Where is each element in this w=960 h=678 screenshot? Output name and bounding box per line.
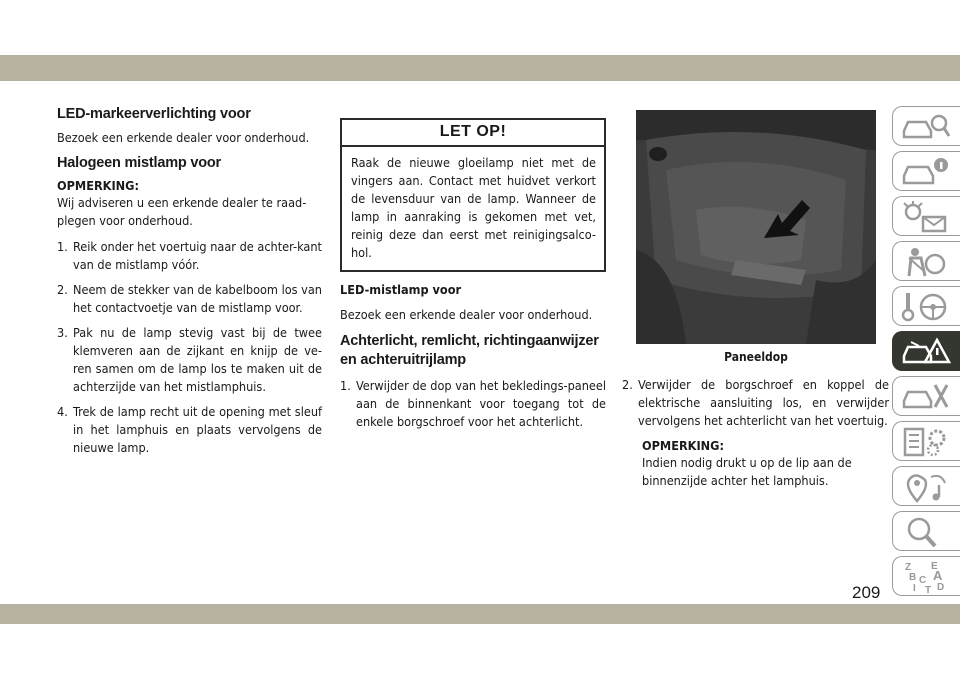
heading-led-marker: LED-markeerverlichting voor bbox=[57, 106, 251, 122]
tab-warning-lights[interactable] bbox=[892, 196, 960, 236]
middle-column bbox=[340, 112, 606, 438]
note-label-2: OPMERKING: bbox=[642, 438, 724, 453]
tab-car-info[interactable] bbox=[892, 151, 960, 191]
steps-list-3 bbox=[622, 376, 889, 430]
tab-index[interactable] bbox=[892, 556, 960, 596]
index-letter: A bbox=[933, 568, 943, 583]
car-breakdown-icon bbox=[901, 336, 951, 368]
tab-search[interactable] bbox=[892, 511, 960, 551]
left-column bbox=[57, 106, 322, 464]
steps-list-2 bbox=[340, 377, 606, 431]
index-letter: B bbox=[909, 572, 917, 583]
tab-multimedia-nav[interactable] bbox=[892, 466, 960, 506]
steering-key-icon bbox=[901, 291, 951, 323]
car-search-icon bbox=[901, 111, 951, 143]
multimedia-nav-icon bbox=[901, 471, 951, 503]
search-icon bbox=[901, 516, 951, 548]
car-tools-icon bbox=[901, 381, 951, 413]
note-label: OPMERKING: bbox=[57, 178, 139, 193]
figure-caption: Paneeldop bbox=[724, 350, 788, 364]
tab-car-tools[interactable] bbox=[892, 376, 960, 416]
index-letter: E bbox=[931, 561, 938, 572]
tab-car-breakdown[interactable] bbox=[892, 331, 960, 371]
index-letter: D bbox=[937, 582, 945, 593]
warning-title: LET OP! bbox=[342, 120, 604, 147]
tab-car-search[interactable] bbox=[892, 106, 960, 146]
index-letter: T bbox=[925, 585, 932, 595]
index-letters-icon bbox=[901, 561, 951, 595]
warning-box bbox=[340, 118, 606, 272]
car-info-icon bbox=[901, 156, 951, 188]
list-item: 4. Trek de lamp recht uit de opening met sleuf in het lamphuis en plaats vervolgens de nieuwe lamp. bbox=[57, 404, 322, 455]
list-item: 3. Pak nu de lamp stevig vast bij de twee klemveren aan de zijkant en knijp de ve-ren samen om de lamp los te maken uit de achterzijde van het mistlamphuis. bbox=[57, 325, 322, 394]
page-number: 209 bbox=[852, 583, 881, 602]
panel-cap-illustration bbox=[636, 110, 876, 344]
top-band bbox=[0, 55, 960, 81]
heading-led-fog: LED-mistlamp voor bbox=[340, 282, 462, 297]
warning-text: Raak de nieuwe gloeilamp niet met de vingers aan. Contact met huidvet verkort de levensduur van de lamp. Wanneer de lamp in aanraking is gekomen met vet, reinig deze dan eerst met reinigingsalco-hol. bbox=[351, 155, 596, 260]
list-item: 2. Neem de stekker van de kabelboom los van het contactvoetje van de mistlamp voor. bbox=[57, 282, 322, 315]
list-item: 1. Reik onder het voertuig naar de achter-kant van de mistlamp vóór. bbox=[57, 239, 322, 272]
list-item: 1. Verwijder de dop van het bekledings-paneel aan de binnenkant voor toegang tot de enkele borgschroef voor het achterlicht. bbox=[340, 378, 606, 429]
right-column bbox=[622, 110, 889, 498]
index-letter: Z bbox=[905, 562, 912, 573]
index-letter: C bbox=[919, 575, 927, 586]
warning-lights-icon bbox=[901, 201, 951, 233]
index-letter: I bbox=[913, 583, 916, 594]
heading-halogen-fog: Halogeen mistlamp voor bbox=[57, 155, 221, 171]
list-item: 2. Verwijder de borgschroef en koppel de elektrische aansluiting los, en verwijder vervolgens het achterlicht van het voertuig. bbox=[622, 377, 889, 428]
tab-specs-gear[interactable] bbox=[892, 421, 960, 461]
note-text: Wij adviseren u een erkende dealer te raad-plegen voor onderhoud. bbox=[57, 195, 307, 228]
bottom-band bbox=[0, 604, 960, 624]
tab-seatbelt-airbag[interactable] bbox=[892, 241, 960, 281]
panel-cap-photo bbox=[636, 110, 876, 344]
heading-tail-lamp: Achterlicht, remlicht, richtingaanwijzer en achteruitrijlamp bbox=[340, 333, 599, 368]
note-text-2: Indien nodig drukt u op de lip aan de binnenzijde achter het lamphuis. bbox=[642, 455, 852, 488]
paragraph-dealer-2: Bezoek een erkende dealer voor onderhoud. bbox=[340, 307, 593, 322]
seatbelt-airbag-icon bbox=[901, 246, 951, 278]
steps-list bbox=[57, 238, 322, 457]
specs-gear-icon bbox=[901, 426, 951, 458]
paragraph-dealer: Bezoek een erkende dealer voor onderhoud. bbox=[57, 130, 310, 145]
tab-steering-key[interactable] bbox=[892, 286, 960, 326]
